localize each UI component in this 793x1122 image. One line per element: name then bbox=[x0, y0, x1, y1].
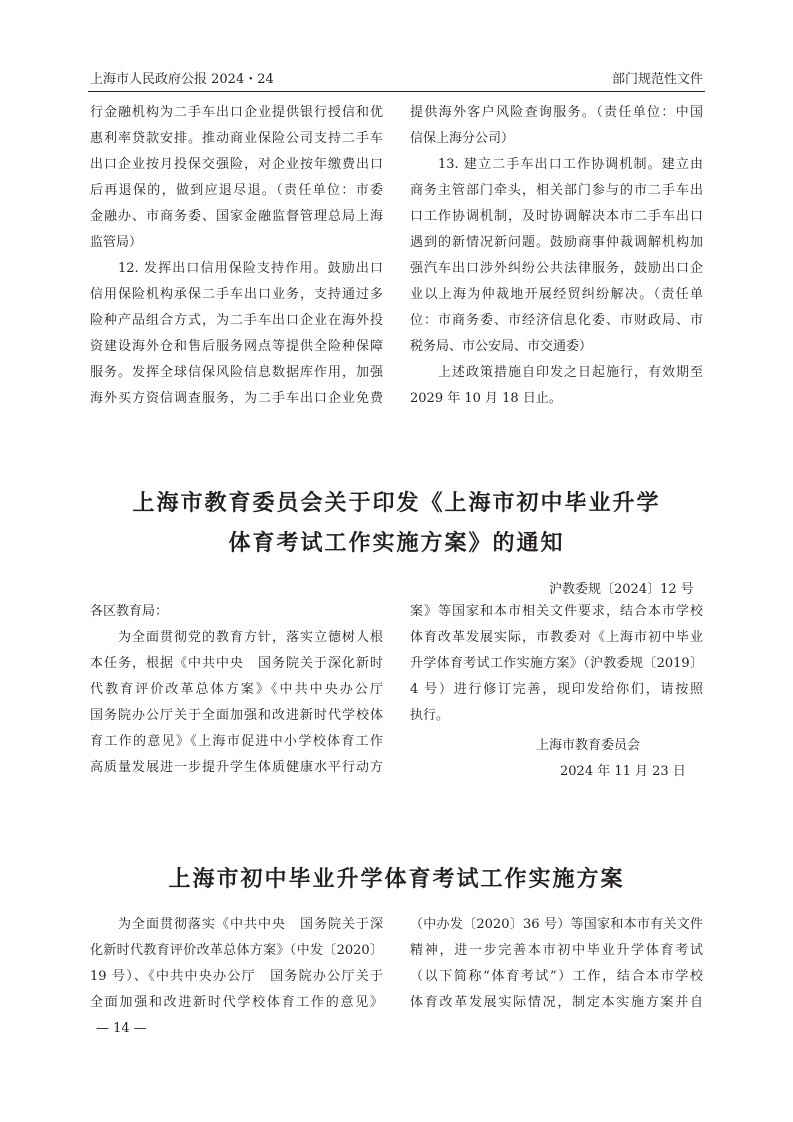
text-line: 险种产品组合方式，为二手车出口企业在海外投 bbox=[90, 313, 383, 328]
text-line: 业以上海为仲裁地开展经贸纠纷解决。（责任单 bbox=[410, 287, 703, 302]
notice-title-line-2: 体育考试工作实施方案》的通知 bbox=[228, 531, 565, 556]
notice-date: 2024 年 11 月 23 日 bbox=[560, 764, 686, 779]
text-line: 海外买方资信调查服务，为二手车出口企业免费 bbox=[90, 391, 383, 406]
document-number: 沪教委规〔2024〕12 号 bbox=[549, 582, 694, 597]
text-line: 商务主管部门牵头，相关部门参与的市二手车出 bbox=[410, 183, 703, 198]
text-line: 税务局、市公安局、市交通委） bbox=[410, 339, 593, 354]
text-line: 体育改革发展实际，市教委对《上海市初中毕业 bbox=[410, 630, 703, 645]
text-line: 信保上海分公司） bbox=[410, 131, 515, 146]
plan-title: 上海市初中毕业升学体育考试工作实施方案 bbox=[168, 867, 625, 892]
header-divider bbox=[88, 91, 705, 92]
text-line: 出口企业按月投保交强险，对企业按年缴费出口 bbox=[90, 157, 383, 172]
text-line: 监管局） bbox=[90, 235, 143, 250]
text-line: 强汽车出口涉外纠纷公共法律服务，鼓励出口企 bbox=[410, 261, 703, 276]
text-line: 育工作的意见》《上海市促进中小学校体育工作 bbox=[90, 734, 383, 749]
text-line: 遇到的新情况新问题。鼓励商事仲裁调解机构加 bbox=[410, 235, 703, 250]
text-line: 各区教育局： bbox=[90, 604, 169, 619]
section-header: 部门规范性文件 bbox=[611, 72, 703, 87]
page-number: — 14 — bbox=[96, 1021, 147, 1036]
text-line: 案》等国家和本市相关文件要求，结合本市学校 bbox=[410, 604, 703, 619]
text-line: 国务院办公厅关于全面加强和改进新时代学校体 bbox=[90, 708, 383, 723]
text-line: 为全面贯彻落实《中共中央 国务院关于深 bbox=[118, 917, 383, 932]
text-line: 19 号）、《中共中央办公厅 国务院办公厅关于 bbox=[90, 969, 383, 984]
text-line: 上述政策措施自印发之日起施行，有效期至 bbox=[438, 365, 703, 380]
text-line: 高质量发展进一步提升学生体质健康水平行动方 bbox=[90, 760, 383, 775]
text-line: 后再退保的，做到应退尽退。（责任单位：市委 bbox=[90, 183, 383, 198]
text-line: 化新时代教育评价改革总体方案》（中发〔2020〕 bbox=[90, 943, 383, 958]
text-line: 精神，进一步完善本市初中毕业升学体育考试 bbox=[410, 943, 703, 958]
text-line: 全面加强和改进新时代学校体育工作的意见》 bbox=[90, 995, 383, 1010]
text-line: 信用保险机构承保二手车出口业务，支持通过多 bbox=[90, 287, 383, 302]
text-line: 本任务，根据《中共中央 国务院关于深化新时 bbox=[90, 656, 383, 671]
text-line: 服务。发挥全球信保风险信息数据库作用，加强 bbox=[90, 365, 383, 380]
text-line: 提供海外客户风险查询服务。（责任单位：中国 bbox=[410, 105, 703, 120]
text-line: 惠利率贷款安排。推动商业保险公司支持二手车 bbox=[90, 131, 383, 146]
text-line: 行金融机构为二手车出口企业提供银行授信和优 bbox=[90, 105, 383, 120]
text-line: 2029 年 10 月 18 日止。 bbox=[410, 391, 562, 406]
journal-header: 上海市人民政府公报 2024・24 bbox=[90, 72, 274, 87]
text-line: 12. 发挥出口信用保险支持作用。鼓励出口 bbox=[118, 261, 383, 276]
text-line: （中办发〔2020〕36 号）等国家和本市有关文件 bbox=[410, 917, 703, 932]
text-line: 口工作协调机制，及时协调解决本市二手车出口 bbox=[410, 209, 703, 224]
text-line: 执行。 bbox=[410, 708, 450, 723]
text-line: 资建设海外仓和售后服务网点等提供全险种保障 bbox=[90, 339, 383, 354]
text-line: 体育改革发展实际情况，制定本实施方案并自 bbox=[410, 995, 703, 1010]
text-line: 为全面贯彻党的教育方针，落实立德树人根 bbox=[118, 630, 383, 645]
text-line: 升学体育考试工作实施方案》（沪教委规〔2019〕 bbox=[410, 656, 703, 671]
text-line: 金融办、市商务委、国家金融监督管理总局上海 bbox=[90, 209, 383, 224]
notice-title-line-1: 上海市教育委员会关于印发《上海市初中毕业升学 bbox=[132, 491, 661, 516]
text-line: 4 号）进行修订完善，现印发给你们，请按照 bbox=[410, 682, 703, 697]
text-line: 位：市商务委、市经济信息化委、市财政局、市 bbox=[410, 313, 703, 328]
signatory: 上海市教育委员会 bbox=[536, 738, 641, 753]
text-line: 13. 建立二手车出口工作协调机制。建立由 bbox=[438, 157, 703, 172]
text-line: 代教育评价改革总体方案》《中共中央办公厅 bbox=[90, 682, 383, 697]
text-line: （以下简称“体育考试”）工作，结合本市学校 bbox=[410, 969, 703, 984]
